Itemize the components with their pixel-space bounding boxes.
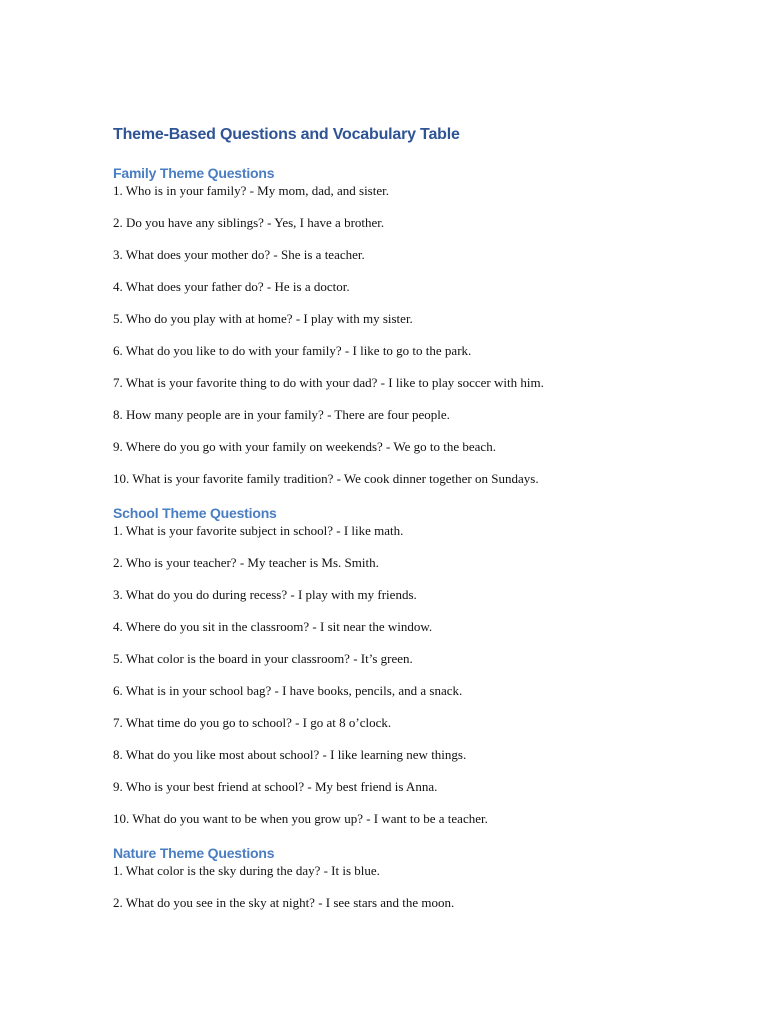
question-item: 9. Where do you go with your family on weekends? - We go to the beach. xyxy=(113,439,496,454)
question-item: 5. What color is the board in your classroom? - It’s green. xyxy=(113,651,413,666)
question-item: 1. Who is in your family? - My mom, dad, and sister. xyxy=(113,183,389,198)
question-item: 6. What is in your school bag? - I have books, pencils, and a snack. xyxy=(113,683,463,698)
question-item: 1. What color is the sky during the day? - It is blue. xyxy=(113,863,380,878)
question-item: 2. What do you see in the sky at night? - I see stars and the moon. xyxy=(113,895,455,910)
question-item: 9. Who is your best friend at school? - My best friend is Anna. xyxy=(113,779,438,794)
section-nature xyxy=(113,843,713,911)
question-item: 3. What do you do during recess? - I play with my friends. xyxy=(113,587,417,602)
question-item: 8. What do you like most about school? - I like learning new things. xyxy=(113,747,467,762)
question-item: 7. What is your favorite thing to do with your dad? - I like to play soccer with him. xyxy=(113,375,544,390)
question-item: 1. What is your favorite subject in school? - I like math. xyxy=(113,523,404,538)
question-item: 10. What do you want to be when you grow up? - I want to be a teacher. xyxy=(113,811,488,826)
question-item: 7. What time do you go to school? - I go at 8 o’clock. xyxy=(113,715,392,730)
question-item: 2. Who is your teacher? - My teacher is Ms. Smith. xyxy=(113,555,379,570)
question-item: 5. Who do you play with at home? - I play with my sister. xyxy=(113,311,413,326)
question-item: 6. What do you like to do with your family? - I like to go to the park. xyxy=(113,343,472,358)
question-item: 2. Do you have any siblings? - Yes, I have a brother. xyxy=(113,215,385,230)
question-item: 10. What is your favorite family tradition? - We cook dinner together on Sundays. xyxy=(113,471,539,486)
section-heading: Nature Theme Questions xyxy=(113,845,275,861)
section-heading: Family Theme Questions xyxy=(113,165,275,181)
question-item: 3. What does your mother do? - She is a teacher. xyxy=(113,247,365,262)
question-item: 4. What does your father do? - He is a doctor. xyxy=(113,279,350,294)
document-title: Theme-Based Questions and Vocabulary Table xyxy=(113,126,460,143)
section-family xyxy=(113,163,713,487)
question-item: 4. Where do you sit in the classroom? - I sit near the window. xyxy=(113,619,433,634)
question-item: 8. How many people are in your family? - There are four people. xyxy=(113,407,450,422)
section-school xyxy=(113,503,713,827)
document-content xyxy=(113,124,713,927)
section-heading: School Theme Questions xyxy=(113,505,277,521)
